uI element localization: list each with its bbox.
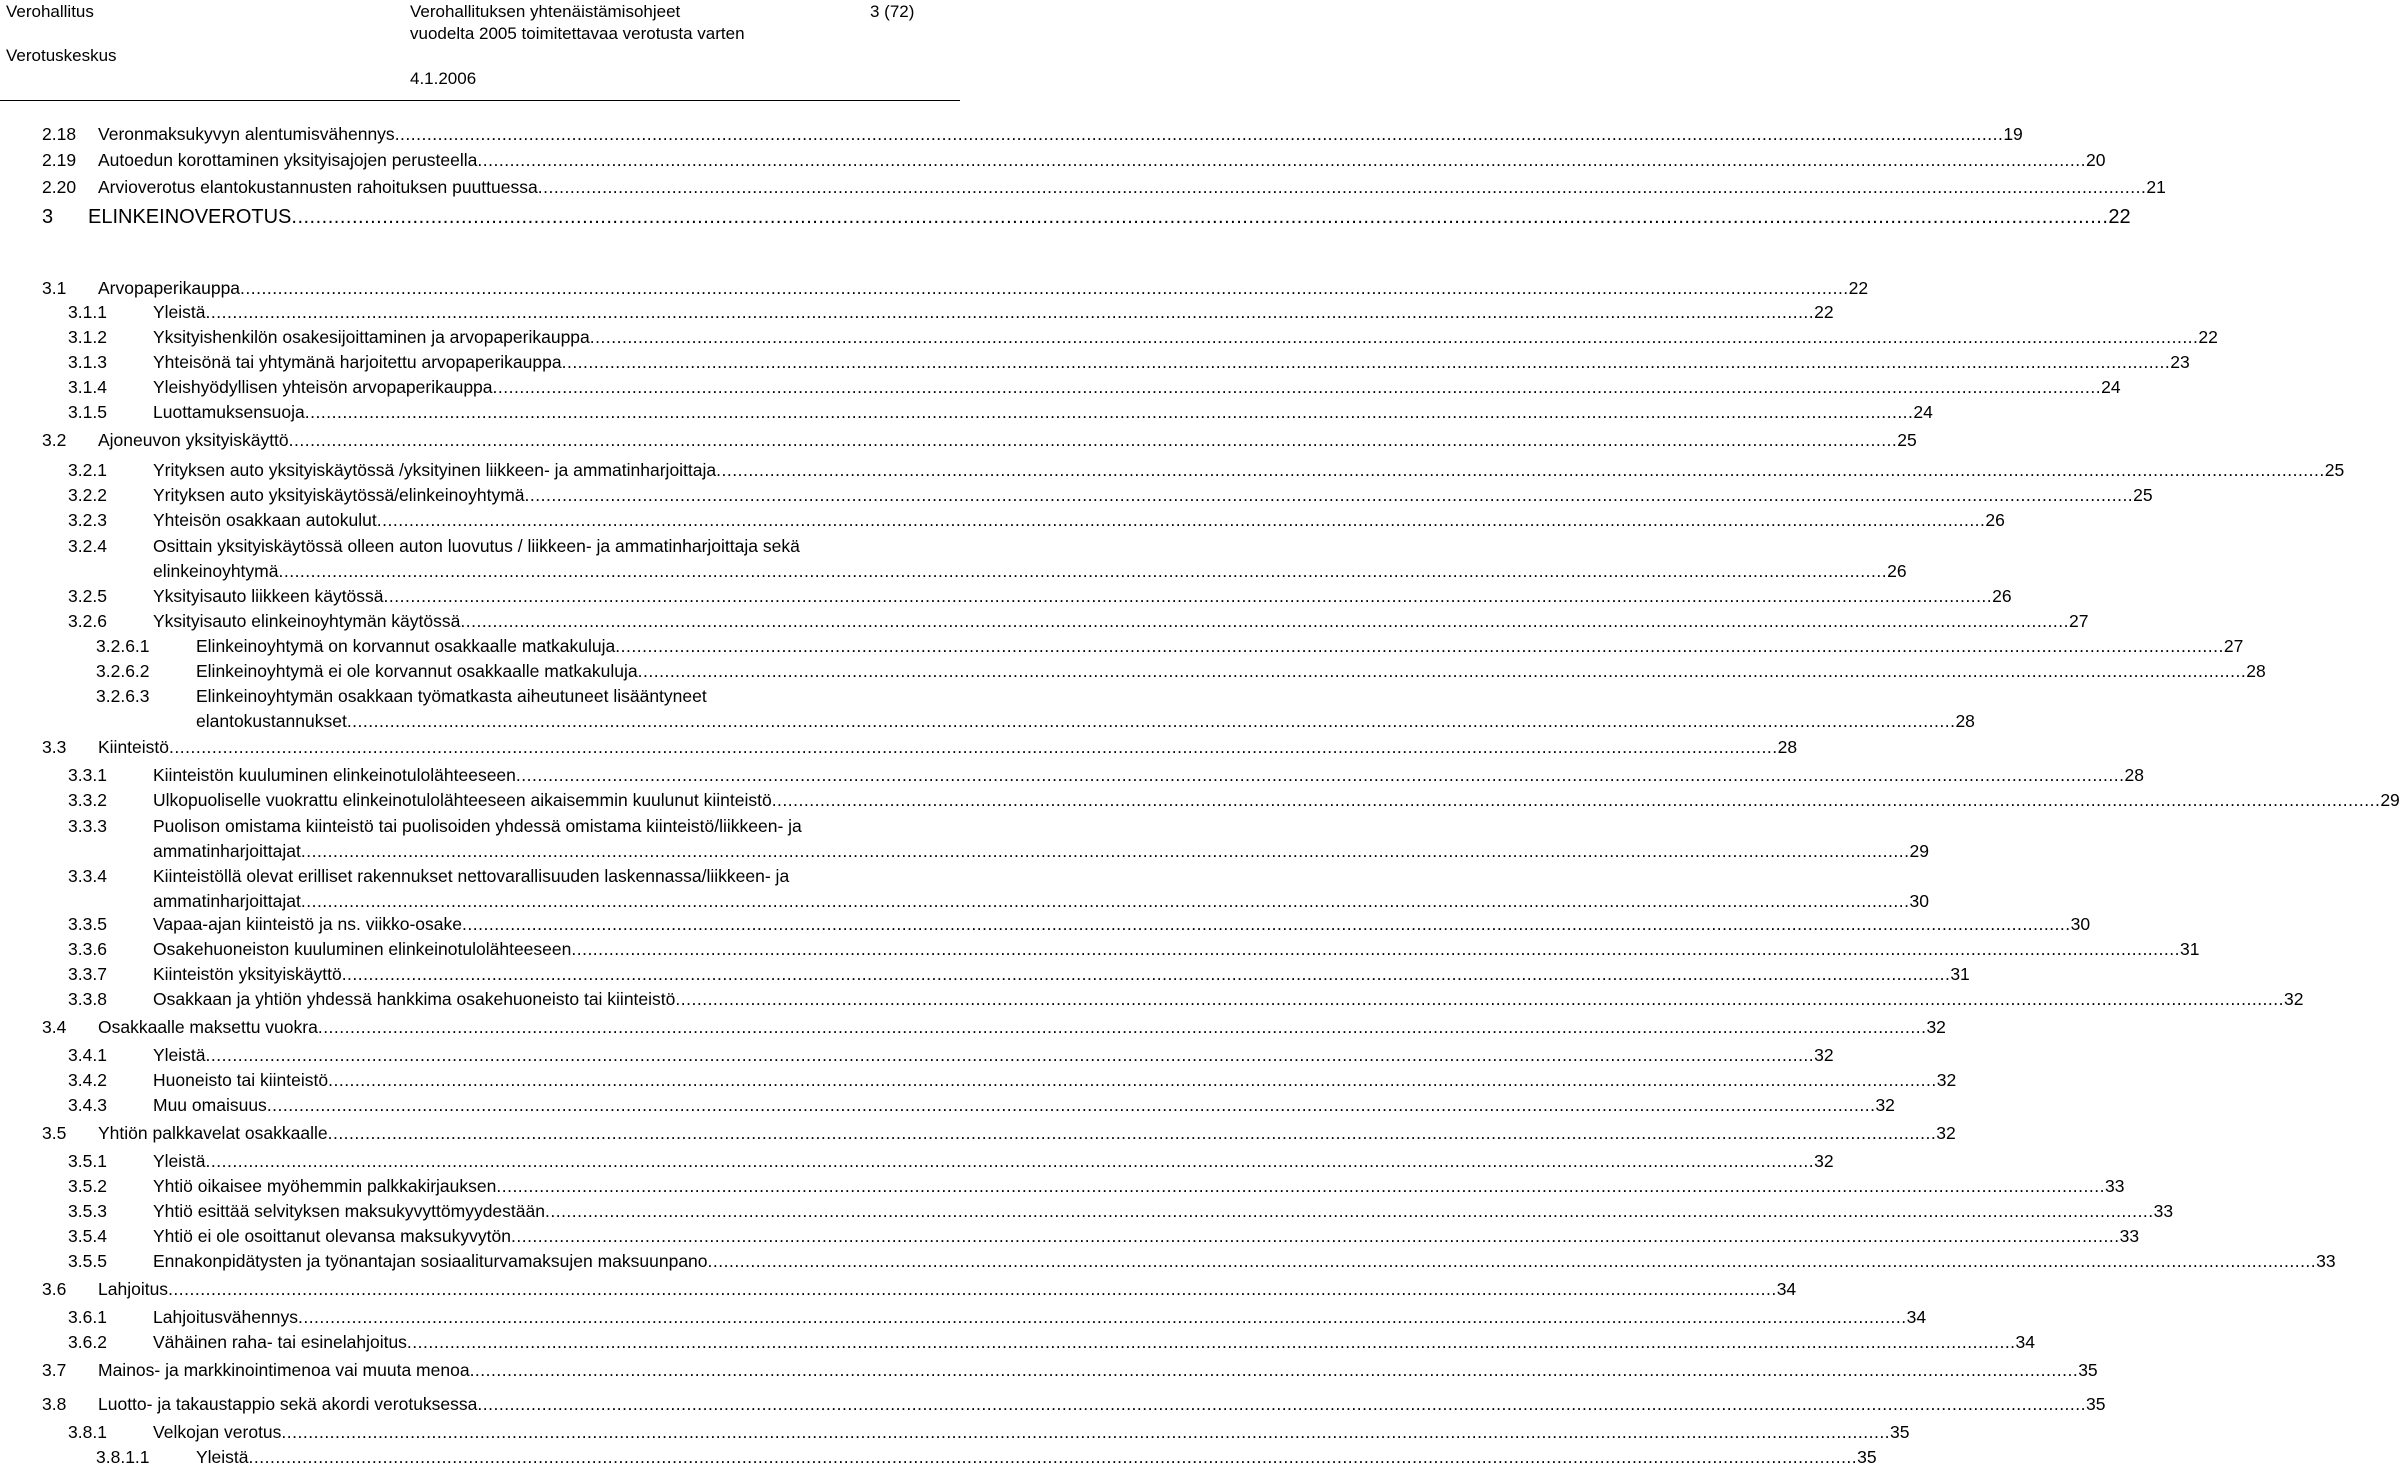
- toc-leader-dots: ............................................................................................................................................................................................................................................................................................................: [281, 1422, 1891, 1442]
- toc-entry-number: 3.5.4: [68, 1226, 107, 1246]
- toc-entry-page: 33: [2119, 1226, 2140, 1246]
- toc-leader-dots: ............................................................................................................................................................................................................................................................................................................: [169, 737, 1778, 757]
- toc-entry[interactable]: [68, 1174, 2125, 1198]
- toc-entry-number: 3.3.1: [68, 765, 107, 785]
- toc-entry-title: Vähäinen raha- tai esinelahjoitus: [153, 1332, 407, 1352]
- toc-entry-number: 3.3.2: [68, 790, 107, 810]
- toc-leader-dots: ............................................................................................................................................................................................................................................................................................................: [266, 1095, 1876, 1115]
- toc-entry[interactable]: [42, 205, 2131, 229]
- toc-leader-dots: ............................................................................................................................................................................................................................................................................................................: [300, 841, 1910, 861]
- toc-entry-page: 25: [2133, 485, 2153, 505]
- toc-entry-page: 27: [2223, 636, 2244, 656]
- toc-entry-number: 3.1.4: [68, 377, 107, 397]
- toc-entry-number: 3.5.2: [68, 1176, 107, 1196]
- toc-entry-number: 3.6.2: [68, 1332, 107, 1352]
- toc-entry[interactable]: [42, 1358, 2098, 1382]
- toc-entry-page: 33: [2316, 1251, 2336, 1271]
- toc-entry-title: Yleishyödyllisen yhteisön arvopaperikauppa: [153, 377, 493, 397]
- toc-entry-number: 3.3.4: [68, 866, 107, 886]
- toc-leader-dots: ............................................................................................................................................................................................................................................................................................................: [707, 1251, 2317, 1271]
- toc-entry-page: 33: [2104, 1176, 2125, 1196]
- toc-entry-page: 22: [2108, 206, 2131, 228]
- toc-entry-page: 22: [1814, 302, 1834, 322]
- toc-entry-title: Yhtiö oikaisee myöhemmin palkkakirjauksen: [153, 1176, 497, 1196]
- toc-entry-title: Yksityisauto liikkeen käytössä: [153, 586, 384, 606]
- toc-leader-dots: ............................................................................................................................................................................................................................................................................................................: [460, 611, 2069, 631]
- toc-entry-number: 3.2.6.1: [96, 636, 150, 656]
- toc-entry-title: Yleistä: [153, 1151, 206, 1171]
- toc-entry-number: 3.4.2: [68, 1070, 107, 1090]
- toc-entry-page: 26: [1992, 586, 2012, 606]
- toc-leader-dots: ............................................................................................................................................................................................................................................................................................................: [383, 586, 1993, 606]
- toc-entry[interactable]: [68, 350, 2190, 374]
- toc-entry-page: 32: [1936, 1070, 1957, 1090]
- toc-entry-title: Yhtiö esittää selvityksen maksukyvyttömyydestään: [153, 1201, 545, 1221]
- toc-entry-page: 31: [1950, 964, 1970, 984]
- toc-entry[interactable]: [42, 735, 1798, 759]
- toc-entry[interactable]: [42, 175, 2166, 199]
- toc-entry-page: 28: [2246, 661, 2266, 681]
- toc-entry-page: 26: [1985, 510, 2005, 530]
- toc-entry-page: 32: [1875, 1095, 1895, 1115]
- toc-entry[interactable]: [68, 1305, 1927, 1329]
- toc-leader-dots: ............................................................................................................................................................................................................................................................................................................: [496, 1176, 2105, 1196]
- toc-entry-page: 29: [2380, 790, 2400, 810]
- toc-entry[interactable]: [68, 1330, 2036, 1354]
- toc-leader-dots: ............................................................................................................................................................................................................................................................................................................: [205, 302, 1815, 322]
- toc-entry-title: Yleistä: [153, 1045, 206, 1065]
- toc-entry-number: 2.18: [42, 124, 77, 144]
- toc-entry-number: 3.3.8: [68, 989, 107, 1009]
- toc-entry-title: Yleistä: [153, 302, 206, 322]
- toc-entry-number: 3.1.2: [68, 327, 107, 347]
- toc-entry-page: 35: [1857, 1447, 1877, 1467]
- toc-entry[interactable]: [96, 659, 2266, 683]
- toc-entry-page: 28: [1777, 737, 1798, 757]
- toc-entry[interactable]: [68, 325, 2218, 349]
- toc-entry-page: 24: [2101, 377, 2121, 397]
- toc-entry-number: 3.1: [42, 278, 67, 298]
- toc-leader-dots: ............................................................................................................................................................................................................................................................................................................: [492, 377, 2102, 397]
- toc-entry[interactable]: [68, 483, 2153, 507]
- toc-entry[interactable]: [68, 1068, 1957, 1092]
- toc-leader-dots: ............................................................................................................................................................................................................................................................................................................: [346, 711, 1956, 731]
- toc-entry-number: 3.2.1: [68, 460, 107, 480]
- toc-entry[interactable]: [42, 148, 2106, 172]
- toc-entry[interactable]: [42, 1392, 2106, 1416]
- toc-entry-title: Yksityishenkilön osakesijoittaminen ja arvopaperikauppa: [153, 327, 590, 347]
- toc-entry-number: 3.1.5: [68, 402, 107, 422]
- toc-entry-number: 3.2.4: [68, 536, 107, 556]
- toc-entry-title: Yleistä: [196, 1447, 249, 1467]
- toc-entry-title: Arvioverotus elantokustannusten rahoituksen puuttuessa: [98, 177, 538, 197]
- toc-entry[interactable]: [68, 584, 2012, 608]
- header-title-line2: vuodelta 2005 toimitettavaa verotusta varten: [410, 24, 745, 43]
- toc-entry[interactable]: [68, 458, 2345, 482]
- toc-leader-dots: ............................................................................................................................................................................................................................................................................................................: [327, 1123, 1937, 1143]
- toc-entry-title: Elinkeinoyhtymän osakkaan työmatkasta aiheutuneet lisääntyneet: [196, 686, 707, 706]
- toc-entry-number: 3.6: [42, 1279, 67, 1299]
- toc-entry[interactable]: [68, 1149, 1834, 1173]
- toc-entry-number: 3.4.1: [68, 1045, 107, 1065]
- toc-leader-dots: ............................................................................................................................................................................................................................................................................................................: [328, 1070, 1937, 1090]
- toc-entry-page: 27: [2069, 611, 2089, 631]
- toc-entry-title: Puolison omistama kiinteistö tai puolisoiden yhdessä omistama kiinteistö/liikkeen- ja: [153, 816, 802, 836]
- toc-leader-dots: ............................................................................................................................................................................................................................................................................................................: [248, 1447, 1858, 1467]
- toc-leader-dots: ............................................................................................................................................................................................................................................................................................................: [291, 206, 2109, 228]
- toc-entry-title: Kiinteistö: [98, 737, 170, 757]
- toc-entry-number: 3.4: [42, 1017, 67, 1037]
- toc-leader-dots: ............................................................................................................................................................................................................................................................................................................: [205, 1151, 1815, 1171]
- toc-entry-number: 3.5: [42, 1123, 67, 1143]
- toc-entry-number: 3.5.3: [68, 1201, 107, 1221]
- toc-entry[interactable]: [68, 763, 2144, 787]
- toc-leader-dots: ............................................................................................................................................................................................................................................................................................................: [462, 914, 2071, 934]
- toc-entry-number: 3.3.3: [68, 816, 107, 836]
- toc-leader-dots: ............................................................................................................................................................................................................................................................................................................: [376, 510, 1986, 530]
- toc-entry-title: Kiinteistön kuuluminen elinkeinotulolähteeseen: [153, 765, 516, 785]
- toc-leader-dots: ............................................................................................................................................................................................................................................................................................................: [544, 1201, 2154, 1221]
- toc-leader-dots: ............................................................................................................................................................................................................................................................................................................: [469, 1360, 2079, 1380]
- toc-leader-dots: ............................................................................................................................................................................................................................................................................................................: [205, 1045, 1815, 1065]
- toc-entry-page: 32: [1814, 1151, 1834, 1171]
- header-org2: Verotuskeskus: [6, 46, 117, 65]
- toc-entry-title: Ennakonpidätysten ja työnantajan sosiaaliturvamaksujen maksuunpano: [153, 1251, 708, 1271]
- toc-entry-number: 3.3.6: [68, 939, 107, 959]
- toc-entry[interactable]: [68, 912, 2091, 936]
- toc-entry-number: 3.5.5: [68, 1251, 107, 1271]
- toc-entry-number: 3.2.6.2: [96, 661, 150, 681]
- toc-entry-title: Kiinteistöllä olevat erilliset rakennukset nettovarallisuuden laskennassa/liikkeen- ja: [153, 866, 790, 886]
- toc-entry-title: Autoedun korottaminen yksityisajojen perusteella: [98, 150, 478, 170]
- toc-leader-dots: ............................................................................................................................................................................................................................................................................................................: [317, 1017, 1927, 1037]
- toc-entry-title: Yhtiön palkkavelat osakkaalle: [98, 1123, 328, 1143]
- toc-entry-page: 34: [1776, 1279, 1797, 1299]
- toc-entry[interactable]: [68, 814, 1929, 861]
- toc-entry[interactable]: [68, 1043, 1834, 1067]
- toc-entry[interactable]: [68, 609, 2089, 633]
- toc-entry-number: 3.2.6.3: [96, 686, 150, 706]
- toc-entry-page: 32: [1936, 1123, 1956, 1143]
- toc-leader-dots: ............................................................................................................................................................................................................................................................................................................: [240, 278, 1849, 298]
- toc-entry[interactable]: [68, 400, 1933, 424]
- toc-entry-number: 2.20: [42, 177, 77, 197]
- toc-leader-dots: ............................................................................................................................................................................................................................................................................................................: [168, 1279, 1777, 1299]
- toc-entry-title: Luottamuksensuoja: [153, 402, 305, 422]
- toc-entry-title: Yrityksen auto yksityiskäytössä/elinkeinoyhtymä: [153, 485, 525, 505]
- toc-entry[interactable]: [68, 508, 2005, 532]
- toc-entry-title: ammatinharjoittajat: [153, 841, 301, 861]
- toc-entry-number: 3.2.3: [68, 510, 107, 530]
- toc-entry-page: 25: [1897, 430, 1917, 450]
- toc-entry-title: Elinkeinoyhtymä on korvannut osakkaalle matkakuluja: [196, 636, 616, 656]
- toc-entry[interactable]: [42, 1015, 1946, 1039]
- toc-entry-title: Osakehuoneiston kuuluminen elinkeinotulolähteeseen: [153, 939, 572, 959]
- toc-entry-page: 22: [2198, 327, 2218, 347]
- toc-entry-number: 3.3: [42, 737, 67, 757]
- toc-entry[interactable]: [68, 375, 2121, 399]
- toc-entry-number: 3.1.1: [68, 302, 107, 322]
- toc-entry[interactable]: [96, 634, 2244, 658]
- toc-entry-title: Ajoneuvon yksityiskäyttö: [98, 430, 289, 450]
- toc-entry[interactable]: [68, 962, 1970, 986]
- toc-leader-dots: ............................................................................................................................................................................................................................................................................................................: [716, 460, 2325, 480]
- toc-entry-page: 35: [2078, 1360, 2098, 1380]
- toc-entry-title: Muu omaisuus: [153, 1095, 267, 1115]
- toc-entry[interactable]: [68, 534, 1907, 581]
- toc-entry-title: Ulkopuoliselle vuokrattu elinkeinotulolähteeseen aikaisemmin kuulunut kiinteistö: [153, 790, 772, 810]
- toc-entry-title: Huoneisto tai kiinteistö: [153, 1070, 329, 1090]
- toc-entry-title: Arvopaperikauppa: [98, 278, 241, 298]
- toc-entry[interactable]: [68, 788, 2400, 812]
- toc-entry-number: 3.5.1: [68, 1151, 107, 1171]
- toc-entry-number: 3.2.5: [68, 586, 107, 606]
- toc-entry-page: 20: [2086, 150, 2106, 170]
- toc-entry-title: Osakkaalle maksettu vuokra: [98, 1017, 318, 1037]
- toc-entry[interactable]: [96, 684, 1975, 731]
- toc-entry-title: Luotto- ja takaustappio sekä akordi verotuksessa: [98, 1394, 478, 1414]
- toc-entry-page: 34: [2015, 1332, 2036, 1352]
- toc-leader-dots: ............................................................................................................................................................................................................................................................................................................: [477, 150, 2087, 170]
- toc-entry-page: 32: [1814, 1045, 1834, 1065]
- toc-entry-number: 3.3.7: [68, 964, 107, 984]
- toc-leader-dots: ............................................................................................................................................................................................................................................................................................................: [571, 939, 2180, 959]
- toc-entry[interactable]: [68, 864, 1929, 911]
- toc-entry[interactable]: [96, 1445, 1877, 1469]
- toc-entry[interactable]: [68, 1249, 2336, 1273]
- toc-entry-title: Mainos- ja markkinointimenoa vai muuta menoa: [98, 1360, 470, 1380]
- toc-entry-page: 35: [2086, 1394, 2106, 1414]
- toc-leader-dots: ............................................................................................................................................................................................................................................................................................................: [637, 661, 2247, 681]
- toc-entry-number: 3.8: [42, 1394, 67, 1414]
- toc-entry[interactable]: [68, 1199, 2174, 1223]
- toc-entry-page: 32: [1926, 1017, 1946, 1037]
- toc-entry[interactable]: [68, 937, 2200, 961]
- toc-entry-number: 2.19: [42, 150, 77, 170]
- toc-entry-page: 28: [2124, 765, 2144, 785]
- toc-leader-dots: ............................................................................................................................................................................................................................................................................................................: [675, 989, 2285, 1009]
- toc-entry-number: 3.2.2: [68, 485, 107, 505]
- toc-entry-page: 19: [2003, 124, 2023, 144]
- toc-entry-page: 21: [2146, 177, 2166, 197]
- toc-entry-title: Elinkeinoyhtymä ei ole korvannut osakkaalle matkakuluja: [196, 661, 638, 681]
- toc-entry-page: 30: [1909, 891, 1929, 911]
- toc-entry-number: 3.2.6: [68, 611, 107, 631]
- header-date: 4.1.2006: [410, 69, 477, 88]
- header-title-line1: Verohallituksen yhtenäistämisohjeet: [410, 2, 681, 21]
- toc-entry-page: 22: [1848, 278, 1869, 298]
- header-page-number: 3 (72): [870, 2, 915, 21]
- toc-leader-dots: ............................................................................................................................................................................................................................................................................................................: [304, 402, 1914, 422]
- toc-entry-number: 3.2: [42, 430, 67, 450]
- toc-entry-number: 3.1.3: [68, 352, 107, 372]
- toc-leader-dots: ............................................................................................................................................................................................................................................................................................................: [510, 1226, 2120, 1246]
- toc-leader-dots: ............................................................................................................................................................................................................................................................................................................: [297, 1307, 1907, 1327]
- toc-entry-page: 25: [2324, 460, 2345, 480]
- toc-leader-dots: ............................................................................................................................................................................................................................................................................................................: [288, 430, 1898, 450]
- toc-entry[interactable]: [42, 1121, 1956, 1145]
- toc-entry-title: Yksityisauto elinkeinoyhtymän käytössä: [153, 611, 461, 631]
- toc-leader-dots: ............................................................................................................................................................................................................................................................................................................: [300, 891, 1910, 911]
- toc-entry-title: elantokustannukset: [196, 711, 347, 731]
- toc-entry-page: 28: [1955, 711, 1975, 731]
- toc-entry-title: Osakkaan ja yhtiön yhdessä hankkima osakehuoneisto tai kiinteistö: [153, 989, 676, 1009]
- toc-leader-dots: ............................................................................................................................................................................................................................................................................................................: [561, 352, 2171, 372]
- toc-entry[interactable]: [42, 276, 1869, 300]
- toc-entry[interactable]: [68, 987, 2304, 1011]
- toc-entry-number: 3.3.5: [68, 914, 107, 934]
- toc-entry[interactable]: [68, 300, 1834, 324]
- toc-entry-title: Veronmaksukyvyn alentumisvähennys: [98, 124, 395, 144]
- header-org: Verohallitus: [6, 2, 94, 21]
- toc-leader-dots: ............................................................................................................................................................................................................................................................................................................: [406, 1332, 2016, 1352]
- toc-entry-title: Yrityksen auto yksityiskäytössä /yksityinen liikkeen- ja ammatinharjoittaja: [153, 460, 717, 480]
- toc-entry-page: 34: [1906, 1307, 1927, 1327]
- toc-entry[interactable]: [68, 1420, 1910, 1444]
- toc-entry-title: Yhteisönä tai yhtymänä harjoitettu arvopaperikauppa: [153, 352, 562, 372]
- toc-entry-title: Vapaa-ajan kiinteistö ja ns. viikko-osake: [153, 914, 463, 934]
- toc-leader-dots: ............................................................................................................................................................................................................................................................................................................: [278, 561, 1888, 581]
- toc-entry-title: elinkeinoyhtymä: [153, 561, 279, 581]
- toc-entry-title: ammatinharjoittajat: [153, 891, 301, 911]
- toc-entry-page: 26: [1887, 561, 1907, 581]
- toc-entry-title: Lahjoitusvähennys: [153, 1307, 298, 1327]
- toc-entry[interactable]: [42, 428, 1917, 452]
- toc-entry-number: 3.4.3: [68, 1095, 107, 1115]
- toc-leader-dots: ............................................................................................................................................................................................................................................................................................................: [589, 327, 2199, 347]
- toc-entry[interactable]: [42, 122, 2023, 146]
- toc-leader-dots: ............................................................................................................................................................................................................................................................................................................: [515, 765, 2125, 785]
- toc-entry-number: 3.7: [42, 1360, 67, 1380]
- toc-entry-number: 3.6.1: [68, 1307, 107, 1327]
- toc-leader-dots: ............................................................................................................................................................................................................................................................................................................: [394, 124, 2004, 144]
- toc-leader-dots: ............................................................................................................................................................................................................................................................................................................: [537, 177, 2147, 197]
- toc-entry-page: 33: [2153, 1201, 2174, 1221]
- toc-entry-page: 24: [1913, 402, 1933, 422]
- toc-entry-page: 35: [1890, 1422, 1910, 1442]
- toc-entry-title: Lahjoitus: [98, 1279, 169, 1299]
- toc-leader-dots: ............................................................................................................................................................................................................................................................................................................: [615, 636, 2224, 656]
- toc-entry-page: 30: [2070, 914, 2091, 934]
- toc-entry-page: 31: [2179, 939, 2200, 959]
- toc-entry-number: 3: [42, 206, 54, 228]
- toc-entry[interactable]: [68, 1093, 1895, 1117]
- toc-entry-number: 3.8.1: [68, 1422, 107, 1442]
- toc-entry-title: Yhtiö ei ole osoittanut olevansa maksukyvytön: [153, 1226, 511, 1246]
- toc-entry-title: Osittain yksityiskäytössä olleen auton luovutus / liikkeen- ja ammatinharjoittaja sekä: [153, 536, 800, 556]
- toc-entry[interactable]: [68, 1224, 2140, 1248]
- toc-entry-title: Velkojan verotus: [153, 1422, 282, 1442]
- toc-entry-page: 23: [2170, 352, 2190, 372]
- toc-leader-dots: ............................................................................................................................................................................................................................................................................................................: [341, 964, 1951, 984]
- toc-entry[interactable]: [42, 1277, 1797, 1301]
- toc-entry-page: 32: [2284, 989, 2304, 1009]
- toc-entry-title: ELINKEINOVEROTUS: [88, 206, 292, 228]
- toc-entry-title: Yhteisön osakkaan autokulut: [153, 510, 377, 530]
- toc-leader-dots: ............................................................................................................................................................................................................................................................................................................: [477, 1394, 2087, 1414]
- toc-leader-dots: ............................................................................................................................................................................................................................................................................................................: [771, 790, 2381, 810]
- header-divider: [0, 100, 960, 101]
- toc-leader-dots: ............................................................................................................................................................................................................................................................................................................: [524, 485, 2134, 505]
- toc-entry-title: Kiinteistön yksityiskäyttö: [153, 964, 342, 984]
- toc-entry-page: 29: [1909, 841, 1929, 861]
- toc-entry-number: 3.8.1.1: [96, 1447, 150, 1467]
